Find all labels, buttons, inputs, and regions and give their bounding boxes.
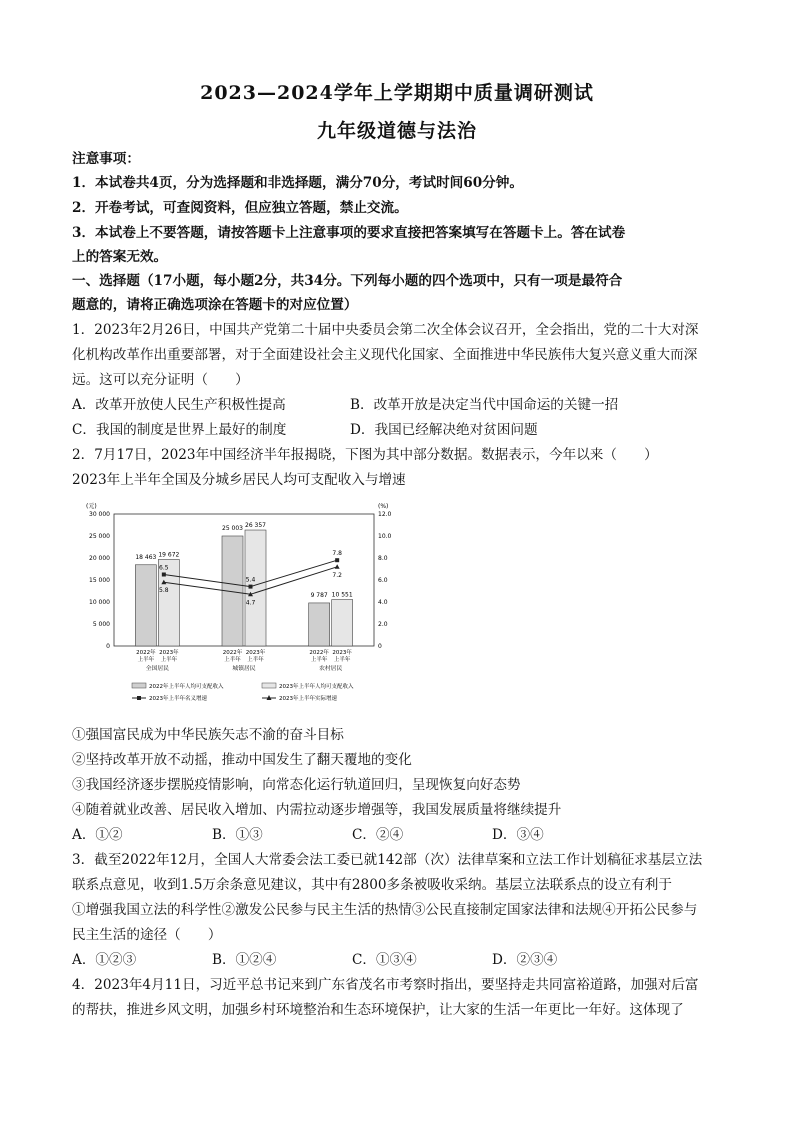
section-heading: 题意的，请将正确选项涂在答题卡的对应位置） [72, 297, 358, 313]
exam-title: 2023—2024学年上学期期中质量调研测试 [200, 82, 594, 104]
bar-value-label: 19 672 [158, 551, 180, 559]
statement: ①强国富民成为中华民族矢志不渝的奋斗目标 [72, 727, 344, 743]
legend-label: 2023年上半年实际增速 [279, 696, 337, 702]
group-label: 全国居民 [145, 666, 169, 672]
option-b: B．①③ [212, 827, 263, 843]
bar-year-label: 2022年 [222, 650, 243, 656]
question-4-text: 4．2023年4月11日，习近平总书记来到广东省茂名市考察时指出，要坚持走共同富裕道路，加强对后富 [72, 977, 699, 993]
bar-year-label: 2022年 [309, 650, 329, 656]
bar-year-label: 上半年 [333, 657, 351, 663]
bar-value-label: 25 003 [222, 524, 243, 532]
bar-2023 [332, 600, 353, 646]
bar-year-label: 上半年 [224, 657, 241, 663]
y-tick-label: 15 000 [89, 577, 110, 584]
note-item: 3．本试卷上不要答题，请按答题卡上注意事项的要求直接把答案填写在答题卡上。答在试卷 [72, 225, 626, 241]
question-3-text: 民主生活的途径（ ） [72, 927, 222, 943]
y-tick-label: 30 000 [89, 511, 110, 518]
growth-value-label: 7.8 [332, 550, 342, 558]
bar-year-label: 上半年 [137, 657, 155, 663]
notes-heading: 注意事项： [72, 151, 140, 167]
note-item: 1．本试卷共4页，分为选择题和非选择题，满分70分，考试时间60分钟。 [72, 175, 523, 191]
growth-value-label: 4.7 [245, 599, 256, 607]
nominal-growth-marker [162, 573, 166, 577]
statement: ③我国经济逐步摆脱疫情影响，向常态化运行轨道回归，呈现恢复向好态势 [72, 777, 521, 793]
legend-swatch-2022 [132, 683, 146, 688]
option-c: C．我国的制度是世界上最好的制度 [72, 422, 287, 438]
legend-label: 2023年上半年人均可支配收入 [279, 684, 354, 690]
statement: ④随着就业改善、居民收入增加、内需拉动逐步增强等，我国发展质量将继续提升 [72, 802, 562, 818]
bar-2022 [135, 565, 156, 646]
bar-2023 [245, 530, 266, 646]
nominal-growth-marker [249, 585, 253, 589]
growth-value-label: 7.2 [332, 571, 342, 579]
income-chart [72, 496, 412, 718]
y2-tick-label: 8.0 [378, 555, 388, 562]
option-c: C．②④ [352, 827, 404, 843]
option-a: A．改革开放使人民生产积极性提高 [72, 397, 286, 413]
growth-value-label: 6.5 [159, 564, 169, 572]
legend-label: 2023年上半年名义增速 [149, 696, 207, 702]
bar-year-label: 上半年 [247, 657, 264, 663]
group-label: 城镇居民 [232, 666, 256, 672]
bar-year-label: 上半年 [310, 657, 328, 663]
statement: ②坚持改革开放不动摇，推动中国发生了翻天覆地的变化 [72, 752, 412, 768]
bar-year-label: 2023年 [245, 650, 266, 656]
option-b: B．①②④ [212, 952, 277, 968]
chart-title: 2023年上半年全国及分城乡居民人均可支配收入与增速 [72, 472, 406, 488]
bar-year-label: 2023年 [159, 650, 179, 656]
bar-year-label: 2022年 [136, 650, 156, 656]
bar-value-label: 26 357 [245, 522, 266, 530]
real-growth-marker [335, 564, 340, 569]
question-1-text: 化机构改革作出重要部署，对于全面建设社会主义现代化国家、全面推进中华民族伟大复兴意义重大而深 [72, 347, 698, 363]
y2-tick-label: 0 [378, 643, 382, 650]
option-d: D．③④ [492, 827, 544, 843]
section-heading: 一、选择题（17小题，每小题2分，共34分。下列每小题的四个选项中，只有一项是最符合 [72, 273, 623, 289]
bar-value-label: 9 787 [310, 591, 328, 599]
option-a: A．①② [72, 827, 123, 843]
bar-2022 [309, 603, 330, 646]
question-1-text: 1．2023年2月26日，中国共产党第二十届中央委员会第二次全体会议召开，全会指出，党的二十大对深 [72, 322, 699, 338]
y-tick-label: 25 000 [89, 533, 110, 540]
bar-value-label: 18 463 [135, 553, 157, 561]
option-d: D．我国已经解决绝对贫困问题 [350, 422, 538, 438]
y2-tick-label: 2.0 [378, 621, 388, 628]
option-b: B．改革开放是决定当代中国命运的关键一招 [350, 397, 619, 413]
bar-value-label: 10 551 [331, 591, 353, 599]
note-item: 上的答案无效。 [72, 249, 168, 265]
y2-tick-label: 10.0 [378, 533, 392, 540]
legend-marker-nominal [137, 696, 141, 700]
group-label: 农村居民 [319, 666, 343, 672]
question-3-text: ①增强我国立法的科学性②激发公民参与民主生活的热情③公民直接制定国家法律和法规④开拓公民参与 [72, 902, 698, 918]
exam-subtitle: 九年级道德与法治 [316, 120, 477, 142]
left-axis-unit: (元) [86, 503, 97, 510]
option-c: C．①③④ [352, 952, 417, 968]
option-a: A．①②③ [72, 952, 137, 968]
question-3-text: 3．截至2022年12月，全国人大常委会法工委已就142部（次）法律草案和立法工作计划稿征求基层立法 [72, 852, 703, 868]
bar-year-label: 上半年 [160, 657, 178, 663]
y-tick-label: 20 000 [89, 555, 110, 562]
note-item: 2．开卷考试，可查阅资料，但应独立答题，禁止交流。 [72, 200, 408, 216]
y2-tick-label: 4.0 [378, 599, 388, 606]
right-axis-unit: (%) [378, 503, 389, 510]
bar-year-label: 2023年 [332, 650, 352, 656]
bar-2023 [158, 559, 179, 646]
legend-swatch-2023 [262, 683, 276, 688]
y2-tick-label: 12.0 [378, 511, 392, 518]
y-tick-label: 10 000 [89, 599, 110, 606]
option-d: D．②③④ [492, 952, 558, 968]
question-3-text: 联系点意见，收到1.5万余条意见建议，其中有2800多条被吸收采纳。基层立法联系点的设立有利于 [72, 877, 672, 893]
y-tick-label: 0 [106, 643, 110, 650]
nominal-growth-marker [335, 558, 339, 562]
growth-value-label: 5.8 [159, 587, 169, 595]
y2-tick-label: 6.0 [378, 577, 388, 584]
question-4-text: 的帮扶，推进乡风文明，加强乡村环境整治和生态环境保护，让大家的生活一年更比一年好。这体现了 [72, 1002, 684, 1018]
growth-value-label: 5.4 [245, 576, 256, 584]
legend-label: 2022年上半年人均可支配收入 [149, 684, 224, 690]
question-1-text: 远。这可以充分证明（ ） [72, 372, 249, 388]
question-2-text: 2．7月17日，2023年中国经济半年报揭晓，下图为其中部分数据。数据表示，今年以来（ ） [72, 447, 658, 463]
y-tick-label: 5 000 [92, 621, 110, 628]
